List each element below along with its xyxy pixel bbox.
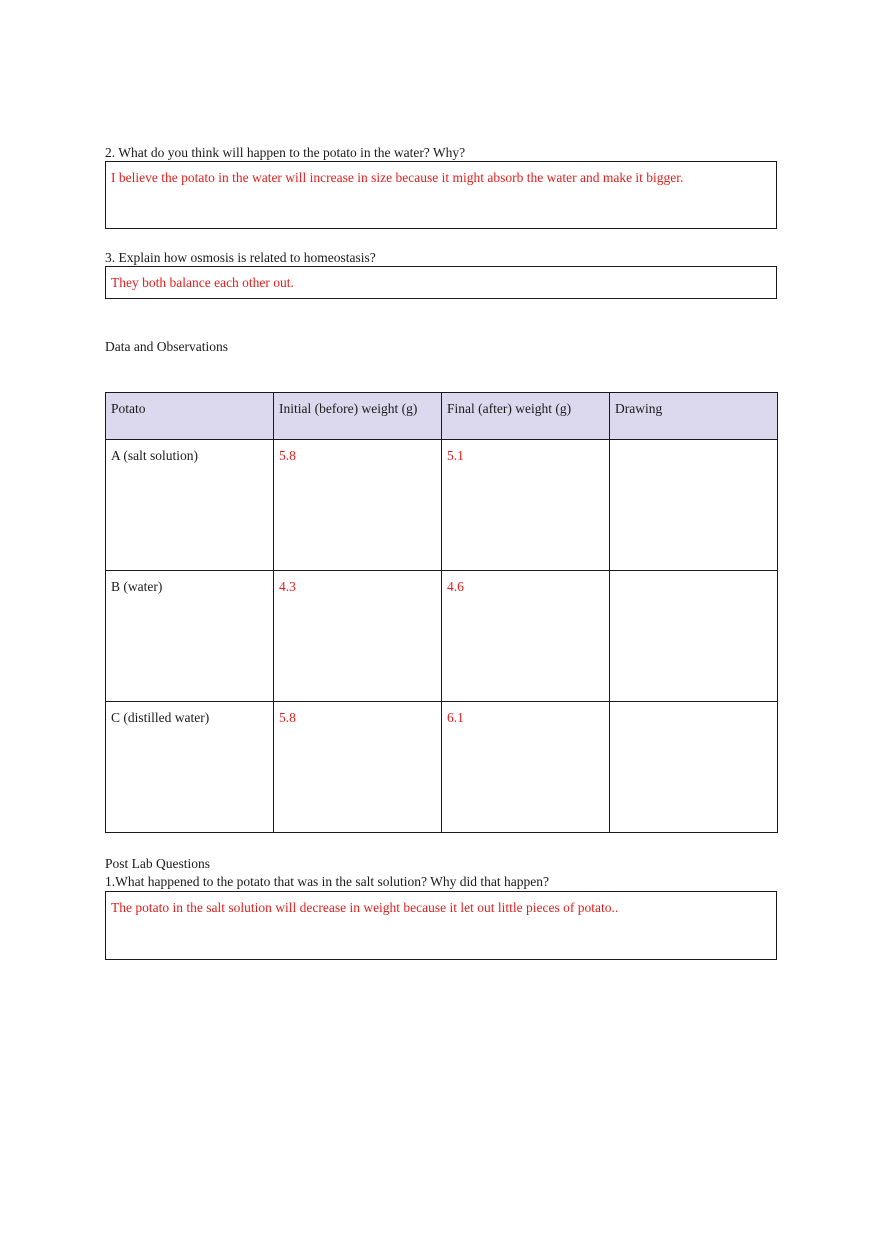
question-2-prompt: 2. What do you think will happen to the potato in the water? Why? [105,145,466,160]
data-table [105,392,778,833]
question-3-prompt: 3. Explain how osmosis is related to homeostasis? [105,250,376,265]
cell-final-weight[interactable]: 6.1 [442,702,610,833]
post-lab-question-1-prompt: 1.What happened to the potato that was in the salt solution? Why did that happen? [105,874,550,889]
cell-potato: A (salt solution) [106,440,274,571]
table-row [106,571,778,702]
cell-initial-weight[interactable]: 5.8 [274,702,442,833]
table-row [106,440,778,571]
cell-drawing[interactable] [610,702,778,833]
column-header-drawing: Drawing [610,393,778,440]
column-header-potato: Potato [106,393,274,440]
table-row [106,702,778,833]
column-header-initial-weight: Initial (before) weight (g) [274,393,442,440]
question-2-answer-box[interactable] [105,161,777,229]
cell-final-weight[interactable]: 4.6 [442,571,610,702]
question-3-answer: They both balance each other out. [111,275,294,290]
cell-potato: B (water) [106,571,274,702]
cell-final-weight[interactable]: 5.1 [442,440,610,571]
post-lab-heading: Post Lab Questions [105,856,211,871]
question-2-answer: I believe the potato in the water will increase in size because it might absorb the water and make it bigger. [111,170,684,185]
cell-initial-weight[interactable]: 5.8 [274,440,442,571]
post-lab-question-1-answer-box[interactable] [105,891,777,960]
column-header-final-weight: Final (after) weight (g) [442,393,610,440]
cell-initial-weight[interactable]: 4.3 [274,571,442,702]
cell-potato: C (distilled water) [106,702,274,833]
post-lab-question-1-answer: The potato in the salt solution will decrease in weight because it let out little pieces of potato.. [111,900,619,915]
question-3-answer-box[interactable] [105,266,777,299]
data-section-heading: Data and Observations [105,339,228,354]
table-header-row [106,393,778,440]
cell-drawing[interactable] [610,440,778,571]
cell-drawing[interactable] [610,571,778,702]
